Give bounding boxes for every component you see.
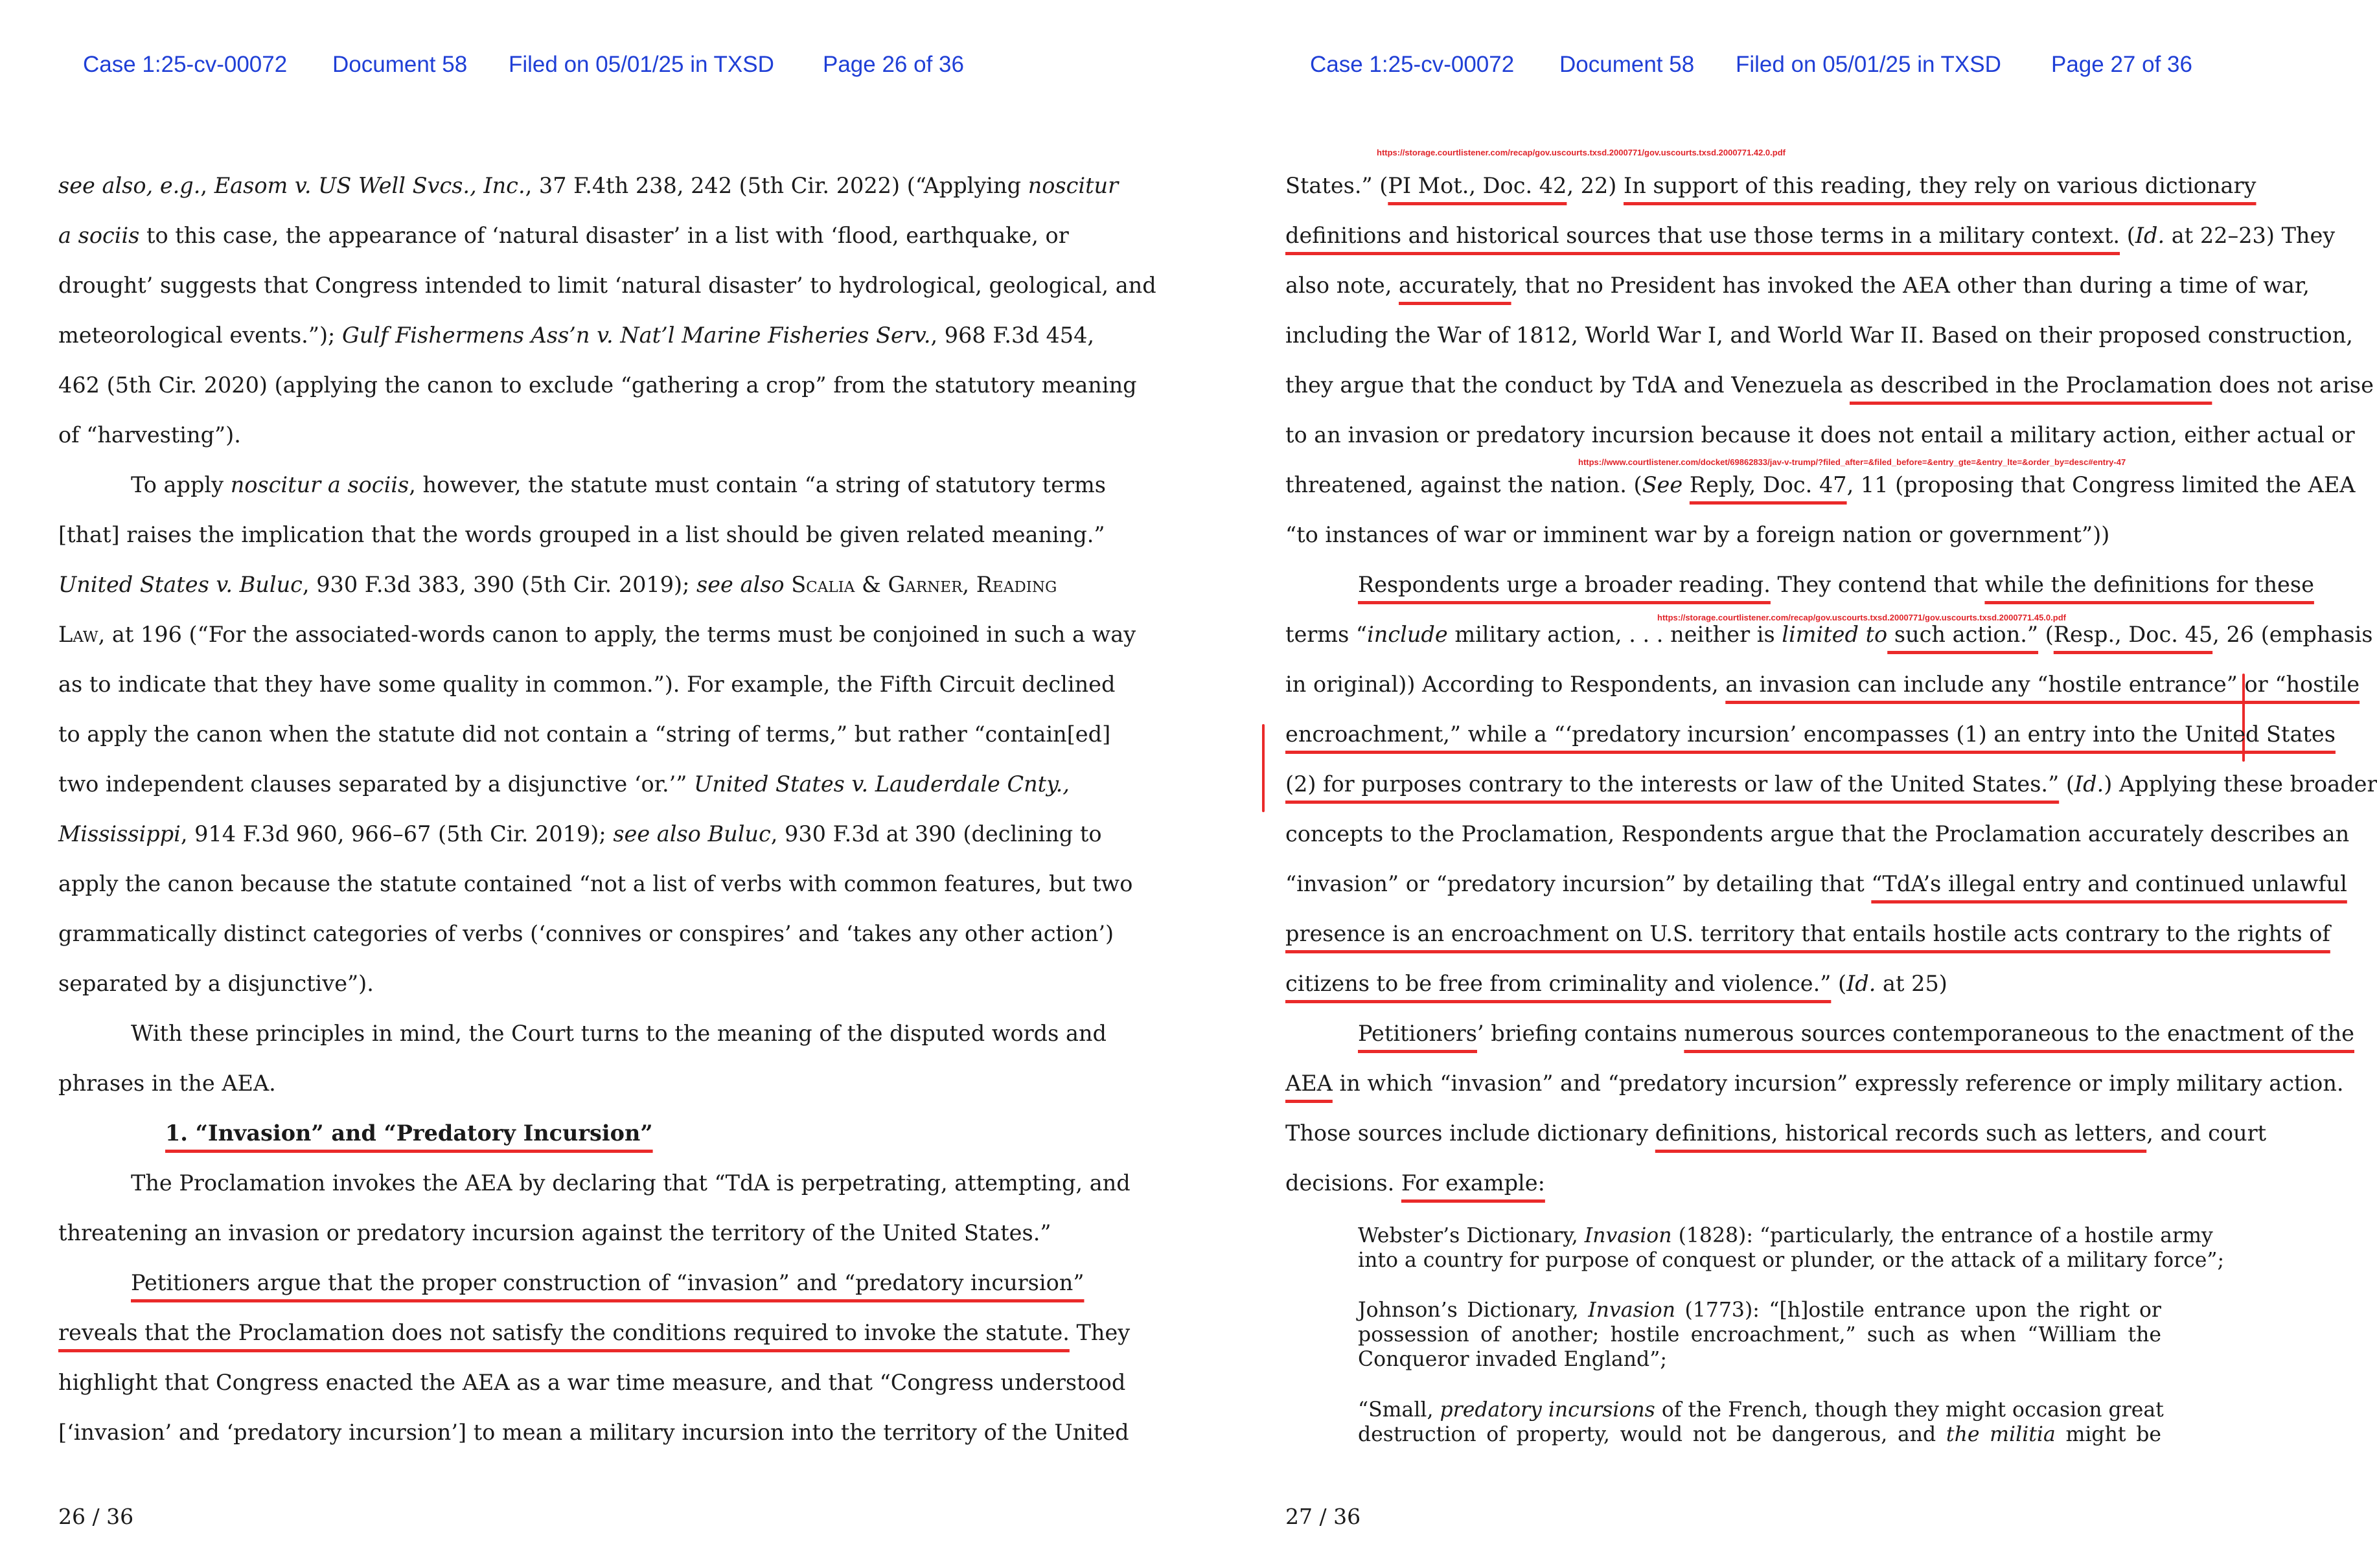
page-of: Page 26 of 36 (823, 52, 964, 77)
page-header (0, 52, 1136, 84)
text-run: to apply the canon when the statute did not contain a “string of terms,” but rather “contain[ed] (58, 722, 1111, 747)
text-run: , and court (2146, 1120, 2267, 1146)
hyperlink-doc-42[interactable]: https://storage.courtlistener.com/recap/gov.uscourts.txsd.2000771/gov.uscourts.txsd.2000771.42.0.pdf (1377, 148, 1786, 157)
highlighted-phrase: In support of this reading, they rely on various dictionary (1624, 173, 2256, 198)
text-run: See (1642, 472, 1683, 497)
text-line (1358, 1425, 2161, 1446)
text-run: Law (58, 622, 98, 647)
text-line (58, 572, 1057, 597)
text-run: , however, the statute must contain “a string of statutory terms (409, 472, 1106, 497)
text-run: , 930 F.3d at 390 (declining to (770, 821, 1102, 846)
text-run: at 22–23) They (2165, 223, 2336, 248)
highlighted-phrase: Respondents urge a broader reading. (1358, 572, 1771, 597)
highlighted-phrase: PI Mot., Doc. 42 (1388, 173, 1567, 198)
text-line (58, 921, 1114, 946)
text-run: Johnson’s Dictionary, (1358, 1299, 1589, 1322)
text-run: Webster’s Dictionary, (1358, 1224, 1585, 1247)
text-run: highlight that Congress enacted the AEA as a war time measure, and that “Congress understood (58, 1370, 1126, 1395)
text-run: noscitur (1028, 173, 1119, 198)
highlighted-phrase: Reply, Doc. 47 (1689, 472, 1847, 497)
text-run: as to indicate that they have some quality in common.”). For example, the Fifth Circuit declined (58, 672, 1116, 697)
highlighted-phrase: For example: (1401, 1170, 1545, 1196)
text-run: of the French, though they might occasion great (1655, 1398, 2164, 1422)
text-run: of “harvesting”). (58, 422, 241, 448)
text-line (58, 173, 1119, 198)
text-run: , (200, 173, 214, 198)
text-run: ( (2038, 622, 2054, 647)
text-run: Invasion (1584, 1224, 1672, 1247)
highlighted-phrase: an invasion can include any “hostile entrance” or “hostile (1725, 672, 2360, 697)
highlighted-phrase: Resp., Doc. 45 (2053, 622, 2213, 647)
text-run: does not arise (2212, 372, 2374, 398)
text-run: , 11 (proposing that Congress limited the AEA (1846, 472, 2356, 497)
highlighted-phrase: “TdA’s illegal entry and continued unlawful (1871, 871, 2347, 896)
text-run: including the War of 1812, World War I, and World War II. Based on their proposed construction, (1285, 323, 2353, 348)
text-line (58, 323, 1095, 348)
text-run: see also (696, 572, 785, 597)
text-line (1285, 173, 2256, 198)
text-line (1285, 1071, 2344, 1096)
text-run: at 25) (1876, 971, 1947, 996)
text-line (1285, 1172, 2225, 1194)
text-run: threatened, against the nation. ( (1285, 472, 1642, 497)
text-line (58, 771, 1070, 797)
text-line (1358, 1398, 2164, 1422)
text-line (58, 871, 1133, 896)
margin-mark-left (1262, 724, 1265, 812)
text-run: Id. (1846, 971, 1876, 996)
text-run: They contend that (1770, 572, 1985, 597)
text-run: two independent clauses separated by a disjunctive ‘or.’” (58, 771, 695, 797)
text-run: , 914 F.3d 960, 966–67 (5th Cir. 2019); (180, 821, 614, 846)
text-line (1285, 821, 2350, 846)
text-line (58, 223, 1069, 248)
highlighted-phrase: accurately (1399, 273, 1511, 298)
hyperlink-docket[interactable]: https://www.courtlistener.com/docket/69862833/jav-v-trump/?filed_after=&filed_before=&entry_gte=&entry_lte=&order_by=desc#entry-47 (1578, 457, 2126, 467)
page-of: Page 27 of 36 (2051, 52, 2192, 77)
text-run: United States v. Buluc (58, 572, 303, 597)
text-run: apply the canon because the statute contained “not a list of verbs with common features, but two (58, 871, 1133, 896)
text-line (58, 821, 1102, 846)
text-line (58, 1320, 1131, 1345)
text-run (785, 572, 792, 597)
highlighted-phrase: presence is an encroachment on U.S. territory that entails hostile acts contrary to the rights of (1285, 921, 2330, 946)
text-line (58, 1420, 1129, 1445)
text-line (1285, 973, 2225, 995)
text-line (1358, 1325, 2161, 1346)
text-line (58, 722, 1111, 747)
text-run: With these principles in mind, the Court turns to the meaning of the disputed words and (131, 1021, 1107, 1046)
highlighted-phrase: such action.” (1887, 622, 2039, 647)
text-line (1285, 771, 2377, 797)
text-line (1285, 372, 2374, 398)
filed-date: Filed on 05/01/25 in TXSD (1736, 52, 2001, 77)
text-run: , that no President has invoked the AEA other than during a time of war, (1511, 273, 2310, 298)
text-run: destruction of property, would not be dangerous, and (1358, 1423, 1946, 1446)
filed-date: Filed on 05/01/25 in TXSD (509, 52, 774, 77)
text-run: to an invasion or predatory incursion because it does not entail a military action, either actual or (1285, 422, 2355, 448)
text-line (1285, 722, 2336, 747)
highlighted-phrase: reveals that the Proclamation does not satisfy the conditions required to invoke the statute. (58, 1320, 1070, 1345)
text-line (58, 1220, 1051, 1245)
text-run: ( (2059, 771, 2074, 797)
text-run: possession of another; hostile encroachment,” such as when “William the (1358, 1323, 2161, 1346)
text-line (1285, 273, 2310, 298)
text-run: “invasion” or “predatory incursion” by detailing that (1285, 871, 1872, 896)
text-run: threatening an invasion or predatory incursion against the territory of the United States.” (58, 1220, 1051, 1245)
highlighted-phrase: citizens to be free from criminality and violence.” (1285, 971, 1832, 996)
text-run: Gulf Fishermens Ass’n v. Nat’l Marine Fisheries Serv. (341, 323, 931, 348)
highlighted-phrase: (2) for purposes contrary to the interests or law of the United States.” (1285, 771, 2060, 797)
text-run: ( (2120, 223, 2135, 248)
highlighted-phrase: numerous sources contemporaneous to the enactment of the (1684, 1021, 2354, 1046)
text-run: the militia (1946, 1423, 2056, 1446)
text-run: 462 (5th Cir. 2020) (applying the canon to exclude “gathering a crop” from the statutory meaning (58, 372, 1137, 398)
text-line (1285, 472, 2356, 497)
text-run: , at 196 (“For the associated-words canon to apply, the terms must be conjoined in such a way (98, 622, 1136, 647)
text-line (131, 1270, 1085, 1295)
text-line (1358, 1021, 2354, 1046)
text-line (1285, 622, 2373, 647)
page-right (1136, 0, 2377, 1568)
text-run: see also Buluc (613, 821, 771, 846)
text-run: see also, e.g. (58, 173, 201, 198)
text-run: phrases in the AEA. (58, 1071, 276, 1096)
document-number: Document 58 (1559, 52, 1695, 77)
text-run: limited to (1782, 622, 1888, 647)
text-run: a sociis (58, 223, 140, 248)
text-run: To apply (131, 472, 231, 497)
text-run: Conqueror invaded England”; (1358, 1348, 1667, 1371)
text-run (1682, 472, 1690, 497)
text-run: “Small, (1358, 1398, 1440, 1422)
text-run: into a country for purpose of conquest or plunder, or the attack of a military force”; (1358, 1249, 2225, 1272)
highlighted-phrase: Petitioners (1358, 1021, 1477, 1046)
text-run: The Proclamation invokes the AEA by declaring that “TdA is perpetrating, attempting, and (131, 1170, 1131, 1196)
text-run: Mississippi (58, 821, 181, 846)
text-line (58, 522, 1105, 547)
highlighted-phrase: while the definitions for these (1984, 572, 2314, 597)
text-line (1358, 1224, 2213, 1247)
text-run: include (1367, 622, 1448, 647)
case-number: Case 1:25-cv-00072 (1310, 52, 1515, 77)
text-run: they argue that the conduct by TdA and Venezuela (1285, 372, 1850, 398)
text-run: in which “invasion” and “predatory incursion” expressly reference or imply military action. (1332, 1071, 2344, 1096)
text-line (1285, 422, 2355, 448)
text-line (131, 472, 1106, 497)
text-line (1285, 524, 2225, 546)
section-heading (165, 1122, 998, 1144)
highlighted-phrase: encroachment,” while a “‘predatory incursion’ encompasses (1) an entry into the United States (1285, 722, 2336, 747)
text-run: concepts to the Proclamation, Respondents argue that the Proclamation accurately describes an (1285, 821, 2350, 846)
text-run: (1773): “[h]ostile entrance upon the right or (1675, 1299, 2161, 1322)
text-run: in original)) According to Respondents, (1285, 672, 1726, 697)
highlighted-phrase: Petitioners argue that the proper construction of “invasion” and “predatory incursion” (131, 1270, 1085, 1295)
text-line (1285, 672, 2360, 697)
text-line (1285, 871, 2347, 896)
text-run: predatory incursions (1440, 1398, 1655, 1422)
text-line (58, 622, 1136, 647)
text-run: , 37 F.4th 238, 242 (5th Cir. 2022) (“Applying (525, 173, 1028, 198)
hyperlink-doc-45[interactable]: https://storage.courtlistener.com/recap/gov.uscourts.txsd.2000771/gov.uscourts.txsd.2000771.45.0.pdf (1657, 613, 2066, 622)
text-run: decisions. (1285, 1170, 1401, 1196)
text-run: , 930 F.3d 383, 390 (5th Cir. 2019); (302, 572, 697, 597)
text-run: “to instances of war or imminent war by a foreign nation or government”)) (1285, 522, 2110, 547)
text-run: Invasion (1588, 1299, 1675, 1322)
text-run: grammatically distinct categories of verbs (‘connives or conspires’ and ‘takes any other action’) (58, 921, 1114, 946)
text-run: (1828): “particularly, the entrance of a hostile army (1671, 1224, 2213, 1247)
text-line (58, 1370, 1126, 1395)
text-run: Easom v. US Well Svcs., Inc. (214, 173, 525, 198)
text-run: to this case, the appearance of ‘natural disaster’ in a list with ‘flood, earthquake, or (139, 223, 1069, 248)
text-run: , 968 F.3d 454, (930, 323, 1095, 348)
text-line (131, 1170, 1131, 1196)
text-line (58, 672, 1116, 697)
text-run: Id. (2135, 223, 2165, 248)
text-line (1358, 1301, 2161, 1321)
text-line (1358, 1249, 2225, 1272)
text-run: military action, . . . neither is (1447, 622, 1782, 647)
text-run: They (1069, 1320, 1131, 1345)
highlighted-phrase: definitions, historical records such as letters (1655, 1120, 2147, 1146)
text-run: Those sources include dictionary (1285, 1120, 1655, 1146)
text-run: United States v. Lauderdale Cnty., (694, 771, 1070, 797)
text-line (58, 372, 1137, 398)
highlighted-phrase: AEA (1285, 1071, 1333, 1096)
text-line (1285, 323, 2353, 348)
text-run: [that] raises the implication that the words grouped in a list should be given related meaning.” (58, 522, 1105, 547)
text-run: [‘invasion’ and ‘predatory incursion’] to mean a military incursion into the territory of the United (58, 1420, 1129, 1445)
page-header (1136, 52, 2273, 84)
text-run: separated by a disjunctive”). (58, 971, 374, 996)
highlighted-phrase: definitions and historical sources that use those terms in a military context. (1285, 223, 2120, 248)
text-run: Id. (2074, 771, 2104, 797)
text-run: Scalia & Garner, Reading (791, 572, 1057, 597)
text-run: might be (2055, 1423, 2161, 1446)
page-number: 26 / 36 (58, 1504, 134, 1529)
text-run: ( (1831, 971, 1847, 996)
text-run: , 22) (1567, 173, 1624, 198)
text-run: , 26 (emphasis (2212, 622, 2373, 647)
text-line (1358, 1350, 2161, 1370)
page-left (0, 0, 1156, 1568)
text-line (58, 273, 1156, 298)
text-line (131, 1021, 1107, 1046)
text-run: noscitur a sociis (230, 472, 409, 497)
document-number: Document 58 (332, 52, 468, 77)
page-number: 27 / 36 (1285, 1504, 1361, 1529)
text-run: terms “ (1285, 622, 1368, 647)
text-line (1285, 223, 2336, 248)
text-line (1358, 572, 2314, 597)
highlighted-phrase: 1. “Invasion” and “Predatory Incursion” (165, 1120, 653, 1146)
text-run: also note, (1285, 273, 1399, 298)
text-run: drought’ suggests that Congress intended to limit ‘natural disaster’ to hydrological, geological, and (58, 273, 1156, 298)
highlighted-phrase: as described in the Proclamation (1849, 372, 2212, 398)
text-run: ’ briefing contains (1477, 1021, 1684, 1046)
text-run: States.” ( (1285, 173, 1388, 198)
text-line (1285, 921, 2330, 946)
text-line (58, 973, 998, 995)
text-line (58, 424, 998, 446)
text-run: ) Applying these broader (2104, 771, 2377, 797)
text-line (58, 1073, 998, 1095)
case-number: Case 1:25-cv-00072 (83, 52, 288, 77)
text-line (1285, 1120, 2267, 1146)
text-run: meteorological events.”); (58, 323, 342, 348)
